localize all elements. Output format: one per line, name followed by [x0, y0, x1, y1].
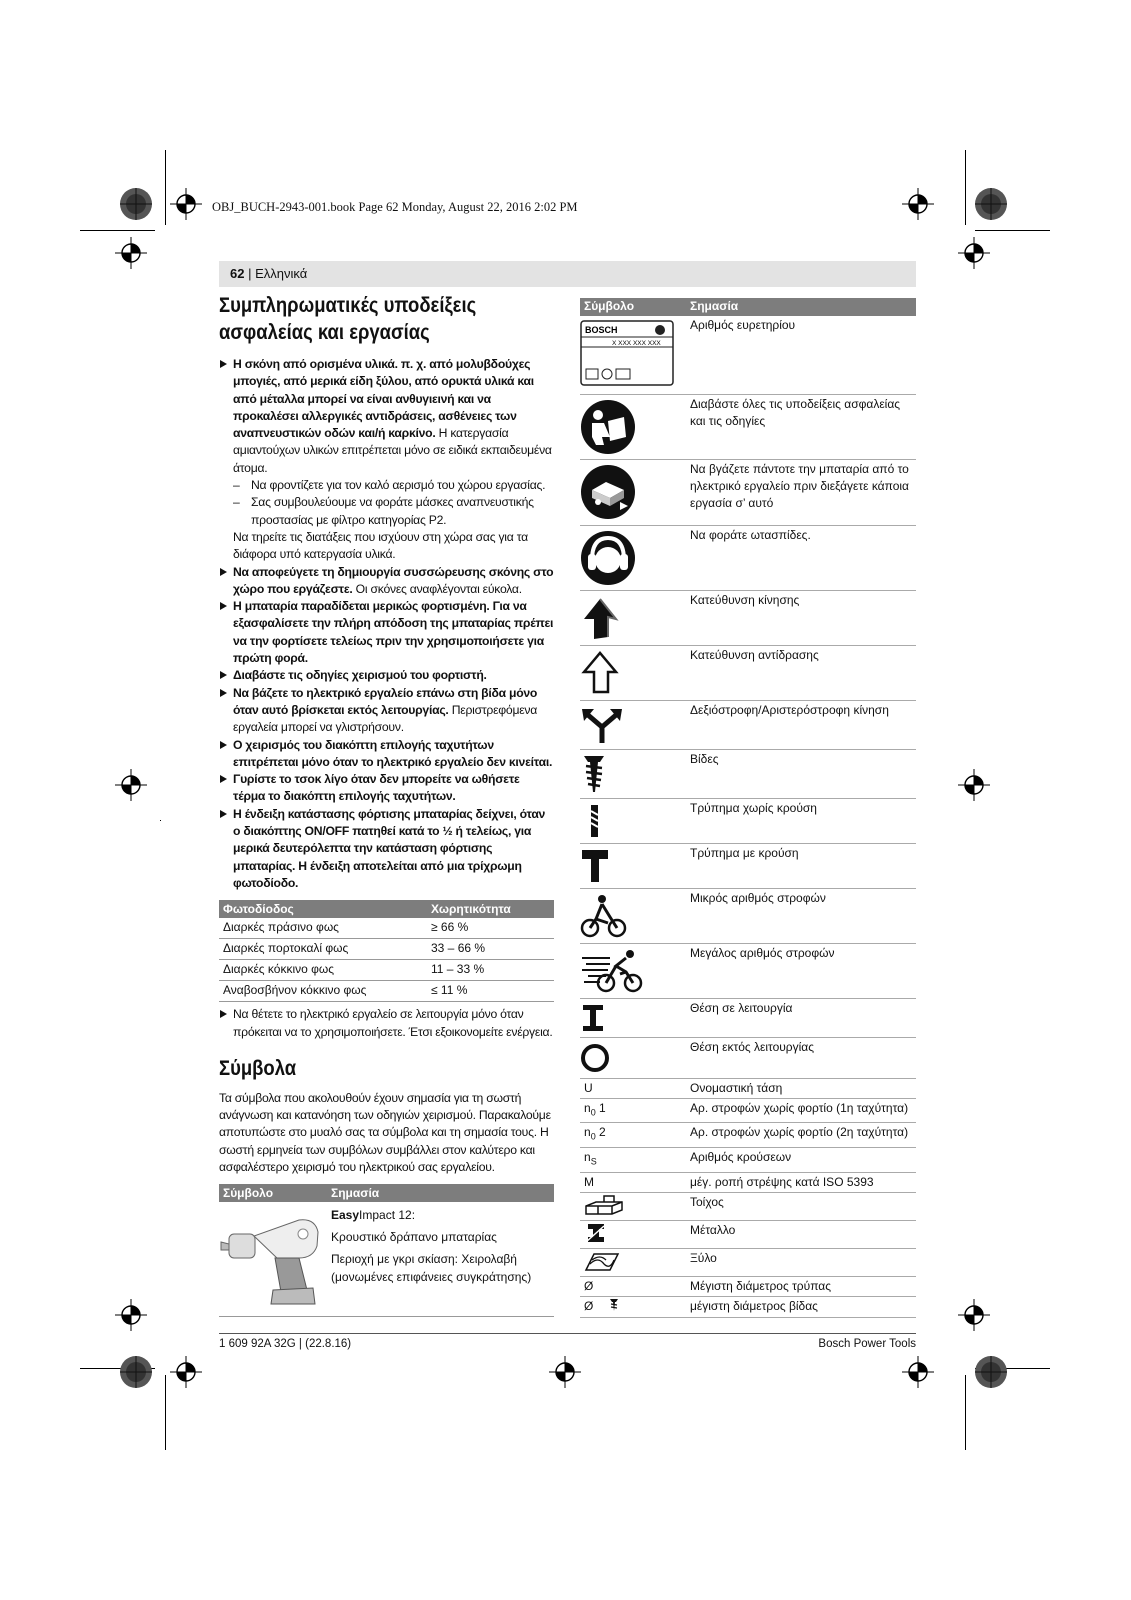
symbol-meaning: Τοίχος: [686, 1193, 916, 1221]
table-row: [580, 525, 916, 590]
table-row: [580, 645, 916, 700]
symbol-meaning: Τρύπημα χωρίς κρούση: [686, 798, 916, 843]
symbol-meaning: Θέση σε λειτουργία: [686, 998, 916, 1037]
nameplate-icon: [580, 320, 674, 386]
table-header: Φωτοδίοδος: [219, 900, 427, 918]
symbol-meaning: Αρ. στροφών χωρίς φορτίο (1η ταχύτητα): [686, 1098, 916, 1123]
bullet-item: Διαβάστε τις οδηγίες χειρισμού του φορτιστή.: [219, 667, 554, 684]
registration-mark-icon: [549, 1356, 581, 1388]
symbol-meaning: Μεγάλος αριθμός στροφών: [686, 943, 916, 998]
registration-mark-icon: [902, 1356, 934, 1388]
symbol-meaning: Διαβάστε όλες τις υποδείξεις ασφαλείας και τις οδηγίες: [686, 394, 916, 459]
bullet-item: Να βάζετε το ηλεκτρικό εργαλείο επάνω στη βίδα μόνο όταν αυτό βρίσκεται εκτός λειτουργίας. Περιστρεφόμενα εργαλεία μπορεί να γλιστρήσουν.: [219, 685, 554, 737]
table-row: [580, 1078, 916, 1098]
table-row: [219, 1202, 554, 1316]
table-row: [580, 700, 916, 749]
symbol-meaning: μέγ. ροπή στρέψης κατά ISO 5393: [686, 1172, 916, 1192]
density-target-icon: [974, 1355, 1008, 1389]
symbol-meaning: Τρύπημα με κρούση: [686, 843, 916, 888]
crop-mark: [160, 820, 161, 821]
nameplate-number: X XXX XXX XXX: [612, 340, 661, 347]
table-row: [580, 590, 916, 645]
product-name: EasyImpact 12:: [331, 1208, 416, 1223]
symbol-text: $n_S$: [580, 1148, 686, 1173]
table-header: Σύμβολο: [219, 1184, 327, 1202]
crop-mark: [965, 1375, 966, 1450]
metal-icon: [584, 1222, 610, 1244]
symbol-meaning: Δεξιόστροφη/Αριστερόστροφη κίνηση: [686, 700, 916, 749]
symbols-intro: Τα σύμβολα που ακολουθούν έχουν σημασία για τη σωστή ανάγνωση και κατανόηση των οδηγιών χειρισμού. Παρακαλούμε αποτυπώστε στο μυαλό σας τα σύμβολα και τη σημασία τους. Η σωστή ερμηνεία των συμβόλων συμβάλλει στον καλύτερο και ασφαλέστερο χειρισμό του ηλεκτρικού σας εργαλείου.: [219, 1090, 551, 1174]
screw-small-icon: [607, 1298, 621, 1312]
table-row: [580, 1277, 916, 1297]
slow-cyclist-icon: [580, 893, 628, 939]
registration-mark-icon: [170, 188, 202, 220]
symbol-meaning: Ονομαστική τάση: [686, 1078, 916, 1098]
split-arrow-icon: [580, 705, 624, 745]
table-row: Διαρκές πράσινο φως ≥ 66 %: [219, 918, 554, 939]
density-target-icon: [974, 187, 1008, 221]
page-number: 62: [230, 266, 245, 281]
symbol-meaning: Μέταλλο: [686, 1221, 916, 1249]
table-header: Σύμβολο: [580, 298, 686, 316]
footer-rule: [219, 1333, 916, 1334]
symbols-title: Σύμβολα: [219, 1056, 297, 1080]
table-row: [580, 943, 916, 998]
wood-icon: [584, 1250, 620, 1272]
paragraph: Να τηρείτε τις διατάξεις που ισχύουν στη χώρα σας για τα διάφορα υπό κατεργασία υλικά.: [233, 529, 528, 562]
registration-mark-icon: [115, 769, 147, 801]
symbol-meaning: Μικρός αριθμός στροφών: [686, 888, 916, 943]
crop-mark: [975, 230, 1050, 231]
density-target-icon: [119, 1355, 153, 1389]
symbol-text: M: [580, 1172, 686, 1192]
left-column: [219, 292, 554, 1317]
drill-bit-icon: [580, 803, 610, 839]
symbol-text: $n_0$ 1: [580, 1098, 686, 1123]
symbol-meaning: Ξύλο: [686, 1249, 916, 1277]
registration-mark-icon: [115, 237, 147, 269]
section-title: Συμπληρωματικές υποδείξεις ασφαλείας και εργασίας: [219, 294, 477, 344]
table-row: Διαρκές κόκκινο φως 11 – 33 %: [219, 960, 554, 981]
registration-mark-icon: [958, 769, 990, 801]
table-row: [580, 1193, 916, 1221]
crop-mark: [165, 1375, 166, 1450]
product-symbol-table: [219, 1184, 554, 1316]
symbol-meaning: Να φοράτε ωτασπίδες.: [686, 525, 916, 590]
symbol-text: Ø: [580, 1297, 686, 1317]
brick-wall-icon: [584, 1194, 624, 1216]
led-table: [219, 900, 554, 1002]
footer-document-number: 1 609 92A 32G | (22.8.16): [219, 1338, 352, 1350]
table-row: [580, 1221, 916, 1249]
bullet-item: Να αποφεύγετε τη δημιουργία συσσώρευσης σκόνης στο χώρο που εργάζεστε. Οι σκόνες αναφλέγονται εύκολα.: [219, 564, 554, 599]
bullet-item: Η ένδειξη κατάστασης φόρτισης μπαταρίας δείχνει, όταν ο διακόπτης ON/OFF πατηθεί κατά το ½ ή τελείως, για μερικά δευτερόλεπτα την κατάσταση φόρτισης μπαταρίας. Η ένδειξη αποτελείται από μια τρίχρωμη φωτοδίοδο.: [219, 806, 554, 892]
symbol-meaning: Κατεύθυνση αντίδρασης: [686, 645, 916, 700]
bullet-item: Η μπαταρία παραδίδεται μερικώς φορτισμένη. Για να εξασφαλίσετε την πλήρη απόδοση της μπαταρίας πρέπει να την φορτίσετε τελείως πριν την χρησιμοποιήσετε για πρώτη φορά.: [219, 598, 554, 667]
table-row: Διαρκές πορτοκαλί φως 33 – 66 %: [219, 939, 554, 960]
registration-mark-icon: [958, 237, 990, 269]
symbol-meaning: Αριθμός ευρετηρίου: [686, 316, 916, 394]
read-manual-icon: [580, 399, 636, 455]
table-row: Αναβοσβήνον κόκκινο φως ≤ 11 %: [219, 981, 554, 1002]
table-header: Σημασία: [327, 1184, 554, 1202]
table-row: [580, 1297, 916, 1317]
symbol-meaning: Βίδες: [686, 749, 916, 798]
right-column: [580, 298, 916, 1318]
running-header: [219, 261, 916, 287]
table-row: [580, 1098, 916, 1123]
symbol-meaning: Αρ. στροφών χωρίς φορτίο (2η ταχύτητα): [686, 1123, 916, 1148]
fast-cyclist-icon: [580, 948, 644, 994]
symbol-meaning: μέγιστη διάμετρος βίδας: [686, 1297, 916, 1317]
ear-protection-icon: [580, 530, 636, 586]
table-row: [580, 1249, 916, 1277]
density-target-icon: [119, 187, 153, 221]
remove-battery-icon: [580, 464, 636, 520]
registration-mark-icon: [958, 1299, 990, 1331]
table-row: [580, 1172, 916, 1192]
registration-mark-icon: [115, 1299, 147, 1331]
crop-mark: [965, 150, 966, 225]
bullet-item: Ο χειρισμός του διακόπτη επιλογής ταχυτήτων επιτρέπεται μόνο όταν το ηλεκτρικό εργαλείο δεν κινείται.: [219, 737, 554, 772]
table-row: [580, 1037, 916, 1078]
crop-mark: [165, 150, 166, 225]
product-desc: Κρουστικό δράπανο μπαταρίας: [331, 1230, 497, 1245]
arrow-outline-icon: [580, 650, 620, 696]
table-row: [580, 394, 916, 459]
registration-mark-icon: [902, 188, 934, 220]
table-row: [580, 459, 916, 525]
symbol-meaning: Μέγιστη διάμετρος τρύπας: [686, 1277, 916, 1297]
table-row: [580, 998, 916, 1037]
symbol-meaning: Να βγάζετε πάντοτε την μπαταρία από το ηλεκτρικό εργαλείο πριν διεξάγετε κάποια εργασία σ’ αυτό: [686, 459, 916, 525]
screw-icon: [580, 754, 610, 794]
symbol-text: U: [580, 1078, 686, 1098]
page-header: 62 | Ελληνικά: [230, 266, 308, 281]
table-row: [580, 798, 916, 843]
table-row: [580, 316, 916, 394]
symbol-meaning: Αριθμός κρούσεων: [686, 1148, 916, 1173]
footer-brand: Bosch Power Tools: [818, 1338, 916, 1350]
symbol-meaning: Κατεύθυνση κίνησης: [686, 590, 916, 645]
table-row: [580, 749, 916, 798]
symbol-text: Ø: [580, 1277, 686, 1297]
language-label: Ελληνικά: [255, 266, 308, 281]
bullet-item: Να θέτετε το ηλεκτρικό εργαλείο σε λειτουργία μόνο όταν πρόκειται να το χρησιμοποιήσετε. Έτσι εξοικονομείτε ενέργεια.: [219, 1006, 554, 1041]
drill-illustration-icon: [219, 1206, 323, 1306]
table-header: Χωρητικότητα: [427, 900, 554, 918]
table-row: [580, 1148, 916, 1173]
on-position-icon: [580, 1003, 608, 1033]
symbol-text: $n_0$ 2: [580, 1123, 686, 1148]
crop-mark: [80, 230, 155, 231]
table-row: [580, 843, 916, 888]
dash-item: – Σας συμβουλεύουμε να φοράτε μάσκες αναπνευστικής προστασίας με φίλτρο κατηγορίας P2.: [219, 494, 554, 529]
nameplate-brand: BOSCH: [585, 325, 618, 335]
product-desc: Περιοχή με γκρι σκίαση: Χειρολαβή (μονωμένες επιφάνειες συγκράτησης): [331, 1252, 532, 1285]
arrow-filled-icon: [580, 595, 620, 641]
symbol-table: [580, 298, 916, 1318]
print-slug: OBJ_BUCH-2943-001.book Page 62 Monday, August 22, 2016 2:02 PM: [212, 200, 578, 214]
bullet-item: Γυρίστε το τσοκ λίγο όταν δεν μπορείτε να ωθήσετε τέρμα το διακόπτη επιλογής ταχυτήτων.: [219, 771, 554, 806]
registration-mark-icon: [170, 1356, 202, 1388]
table-header: Σημασία: [686, 298, 916, 316]
symbol-meaning: Θέση εκτός λειτουργίας: [686, 1037, 916, 1078]
hammer-icon: [580, 848, 610, 884]
bullet-item: Η σκόνη από ορισμένα υλικά. π. χ. από μολυβδούχες μπογιές, από μερικά είδη ξύλου, από ορυκτά υλικά και από μέταλλα μπορεί να είναι ανθυγιεινή και να προκαλέσει αλλεργικές αντιδράσεις, ασθένειες των αναπνευστικών οδών και/ή καρκίνο. Η κατεργασία αμιαντούχων υλικών επιτρέπεται μόνο σε ειδικά εκπαιδευμένα άτομα.: [219, 356, 554, 477]
table-row: [580, 888, 916, 943]
dash-item: – Να φροντίζετε για τον καλό αερισμό του χώρου εργασίας.: [219, 477, 554, 494]
table-row: [580, 1123, 916, 1148]
off-position-icon: [580, 1042, 612, 1074]
